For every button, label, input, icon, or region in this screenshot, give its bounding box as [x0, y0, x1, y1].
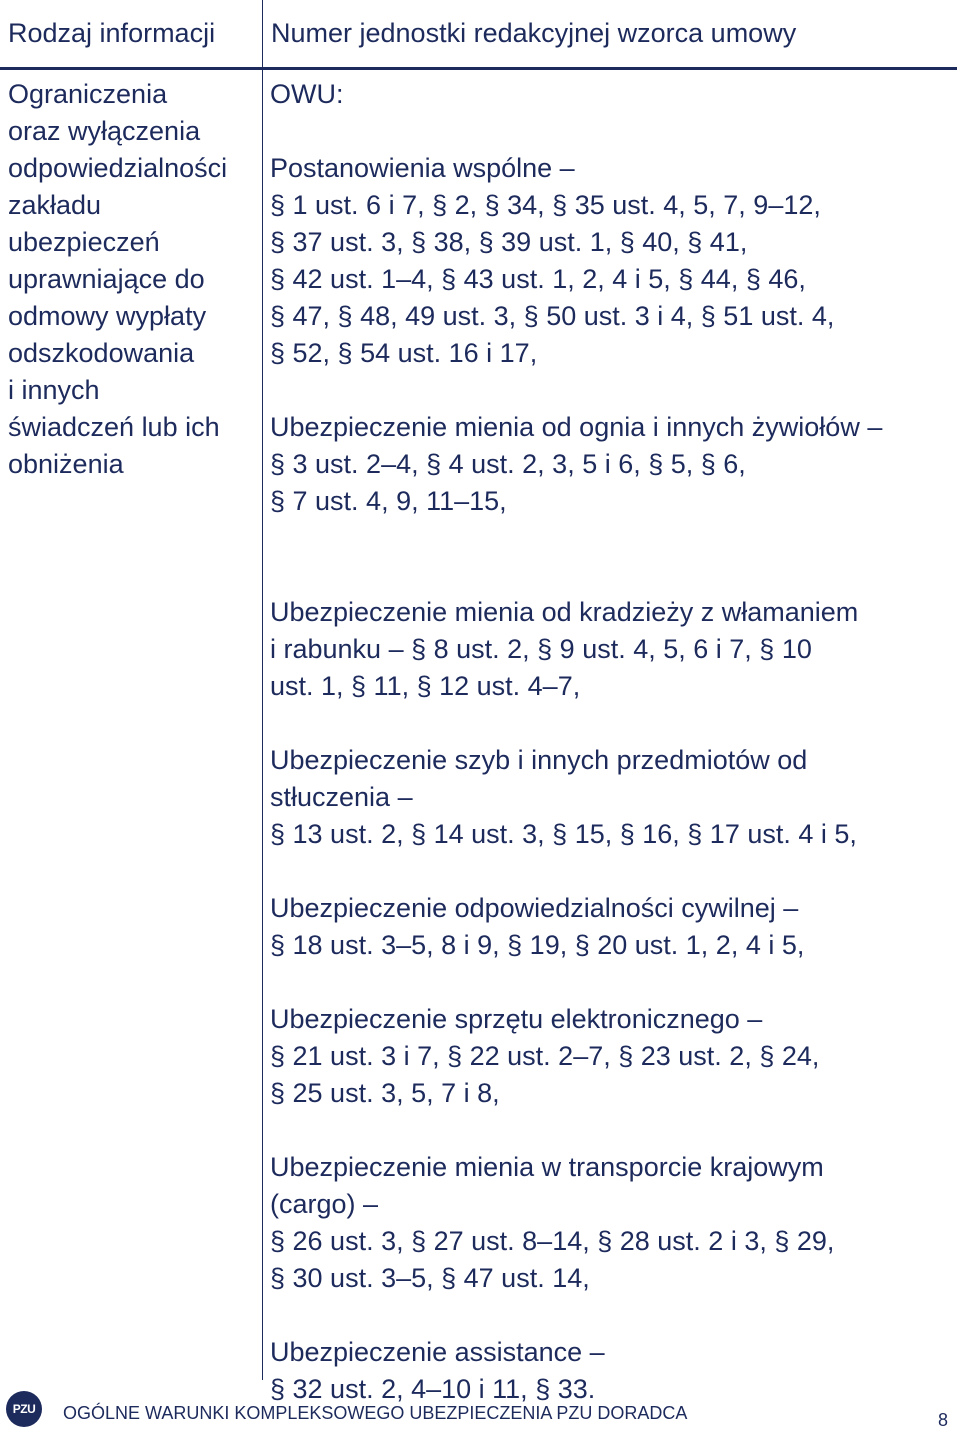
column-divider	[262, 0, 263, 1380]
spacer	[270, 853, 950, 890]
label-line: zakładu	[8, 190, 102, 220]
content-line: Ubezpieczenie sprzętu elektronicznego –	[270, 1004, 763, 1034]
content-line: Postanowienia wspólne –	[270, 153, 575, 183]
label-line: uprawniające do	[8, 264, 205, 294]
spacer	[270, 372, 950, 409]
label-line: i innych	[8, 375, 100, 405]
label-line: świadczeń lub ich	[8, 412, 220, 442]
content-line: § 37 ust. 3, § 38, § 39 ust. 1, § 40, § 41,	[270, 227, 748, 257]
label-line: Ograniczenia	[8, 79, 168, 109]
label-line: obniżenia	[8, 449, 124, 479]
label-line: ubezpieczeń	[8, 227, 160, 257]
column-header-unit-number: Numer jednostki redakcyjnej wzorca umowy	[271, 18, 797, 48]
content-line: Ubezpieczenie mienia od ognia i innych żywiołów –	[270, 412, 883, 442]
spacer	[270, 1297, 950, 1334]
content-line: stłuczenia –	[270, 782, 413, 812]
page-footer	[0, 1385, 960, 1434]
pzu-logo: PZU	[6, 1391, 42, 1427]
label-line: odpowiedzialności	[8, 153, 228, 183]
content-line: § 25 ust. 3, 5, 7 i 8,	[270, 1078, 500, 1108]
footer-title: OGÓLNE WARUNKI KOMPLEKSOWEGO UBEZPIECZENIA PZU DORADCA	[63, 1403, 688, 1423]
content-line: § 13 ust. 2, § 14 ust. 3, § 15, § 16, § 17 ust. 4 i 5,	[270, 819, 857, 849]
content-line: OWU:	[270, 79, 344, 109]
content-line: Ubezpieczenie assistance –	[270, 1337, 605, 1367]
content-line: Ubezpieczenie szyb i innych przedmiotów od	[270, 745, 808, 775]
spacer	[270, 705, 950, 742]
column-header-info-type: Rodzaj informacji	[8, 18, 216, 48]
content-line: § 42 ust. 1–4, § 43 ust. 1, 2, 4 i 5, § 44, § 46,	[270, 264, 806, 294]
content-line: § 26 ust. 3, § 27 ust. 8–14, § 28 ust. 2 i 3, § 29,	[270, 1226, 835, 1256]
content-line: Ubezpieczenie mienia od kradzieży z włamaniem	[270, 597, 859, 627]
unit-references	[270, 76, 950, 1408]
content-line: § 18 ust. 3–5, 8 i 9, § 19, § 20 ust. 1, 2, 4 i 5,	[270, 930, 805, 960]
content-line: (cargo) –	[270, 1189, 379, 1219]
content-line: § 1 ust. 6 i 7, § 2, § 34, § 35 ust. 4, 5, 7, 9–12,	[270, 190, 821, 220]
content-line: Ubezpieczenie odpowiedzialności cywilnej –	[270, 893, 799, 923]
spacer	[270, 520, 950, 557]
content-line: i rabunku – § 8 ust. 2, § 9 ust. 4, 5, 6 i 7, § 10	[270, 634, 812, 664]
spacer	[270, 964, 950, 1001]
spacer	[270, 1112, 950, 1149]
label-line: oraz wyłączenia	[8, 116, 201, 146]
content-line: § 7 ust. 4, 9, 11–15,	[270, 486, 507, 516]
content-line: § 32 ust. 2, 4–10 i 11, § 33.	[270, 1374, 596, 1404]
label-line: odmowy wypłaty	[8, 301, 207, 331]
content-line: § 47, § 48, 49 ust. 3, § 50 ust. 3 i 4, § 51 ust. 4,	[270, 301, 835, 331]
label-line: odszkodowania	[8, 338, 195, 368]
content-line: Ubezpieczenie mienia w transporcie krajowym	[270, 1152, 824, 1182]
spacer	[270, 557, 950, 594]
content-line: § 3 ust. 2–4, § 4 ust. 2, 3, 5 i 6, § 5, § 6,	[270, 449, 746, 479]
content-line: ust. 1, § 11, § 12 ust. 4–7,	[270, 671, 581, 701]
content-line: § 21 ust. 3 i 7, § 22 ust. 2–7, § 23 ust. 2, § 24,	[270, 1041, 820, 1071]
spacer	[270, 113, 950, 150]
content-line: § 52, § 54 ust. 16 i 17,	[270, 338, 538, 368]
info-type-label	[8, 76, 258, 483]
content-line: § 30 ust. 3–5, § 47 ust. 14,	[270, 1263, 590, 1293]
page-number: 8	[937, 1410, 948, 1430]
header-divider	[0, 67, 957, 70]
